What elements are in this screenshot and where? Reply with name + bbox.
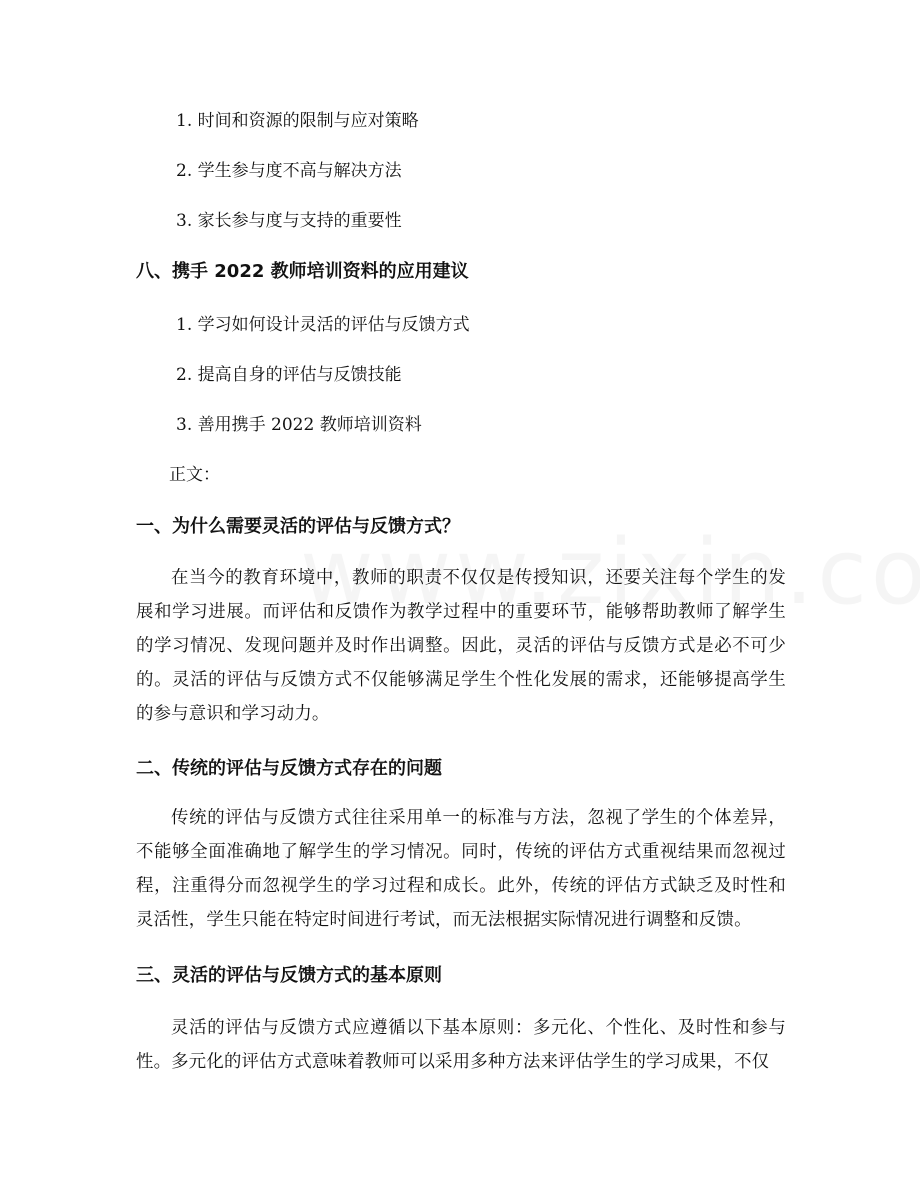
outline-item-8-1: 1. 学习如何设计灵活的评估与反馈方式	[176, 315, 470, 335]
outline-item-7-1: 1. 时间和资源的限制与应对策略	[176, 111, 419, 131]
section-paragraph-2: 传统的评估与反馈方式往往采用单一的标准与方法，忽视了学生的个体差异，不能够全面准确地了解学生的学习情况。同时，传统的评估方式重视结果而忽视过程，注重得分而忽视学生的学习过程和成长。此外，传统的评估方式缺乏及时性和灵活性，学生只能在特定时间进行考试，而无法根据实际情况进行调整和反馈。	[136, 808, 786, 930]
outline-item-7-3: 3. 家长参与度与支持的重要性	[176, 211, 402, 231]
outline-item-8-2: 2. 提高自身的评估与反馈技能	[176, 365, 402, 385]
outline-item-8-3: 3. 善用携手 2022 教师培训资料	[176, 415, 422, 435]
section-heading-8: 八、携手 2022 教师培训资料的应用建议	[136, 261, 469, 282]
section-heading-3: 三、灵活的评估与反馈方式的基本原则	[136, 965, 442, 986]
section-paragraph-1: 在当今的教育环境中，教师的职责不仅仅是传授知识，还要关注每个学生的发展和学习进展。而评估和反馈作为教学过程中的重要环节，能够帮助教师了解学生的学习情况、发现问题并及时作出调整。因此，灵活的评估与反馈方式是必不可少的。灵活的评估与反馈方式不仅能够满足学生个性化发展的需求，还能够提高学生的参与意识和学习动力。	[136, 568, 786, 724]
section-heading-2: 二、传统的评估与反馈方式存在的问题	[136, 758, 442, 779]
section-heading-1: 一、为什么需要灵活的评估与反馈方式？	[136, 516, 460, 537]
outline-item-7-2: 2. 学生参与度不高与解决方法	[176, 161, 402, 181]
body-label: 正文：	[169, 465, 220, 485]
section-paragraph-3: 灵活的评估与反馈方式应遵循以下基本原则：多元化、个性化、及时性和参与性。多元化的评估方式意味着教师可以采用多种方法来评估学生的学习成果，不仅	[136, 1018, 786, 1072]
